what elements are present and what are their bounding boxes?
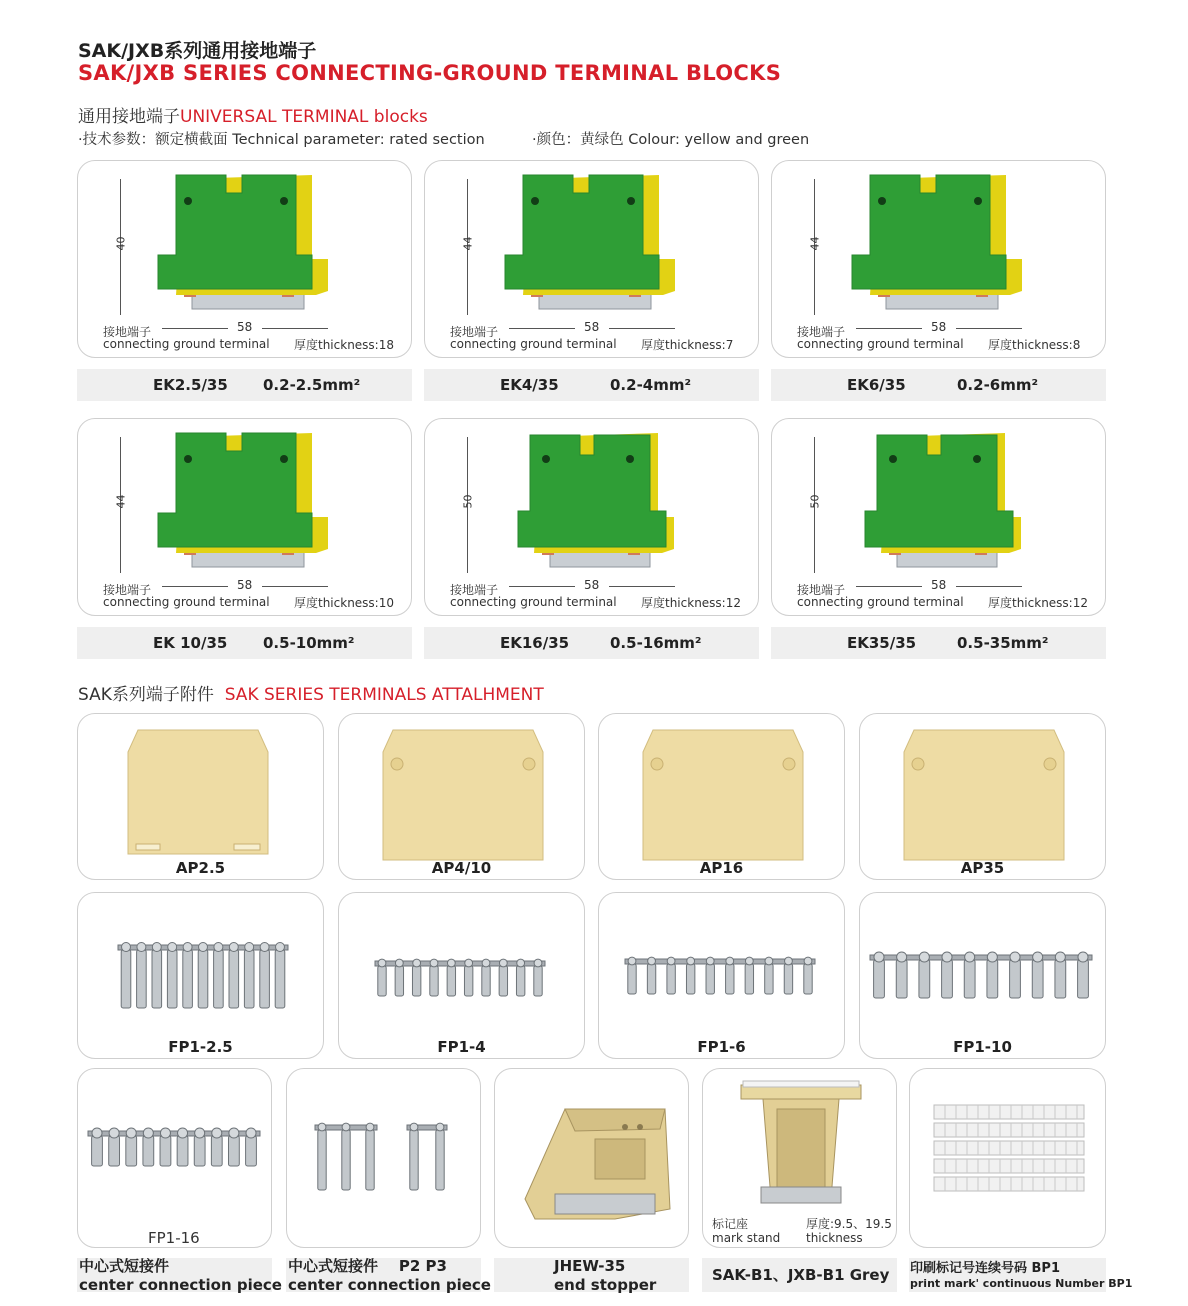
- tech-parameter: ·技术参数：额定横截面 Technical parameter: rated section: [78, 132, 485, 148]
- terminal-spec-bar: [424, 369, 759, 401]
- plate-slot: [234, 844, 260, 850]
- height-dimension: 40: [114, 236, 128, 251]
- jumper-pin: [447, 966, 455, 996]
- section1-title-cn: 通用接地端子: [78, 107, 180, 127]
- jumper-pin: [896, 960, 907, 998]
- end-plate-image: [339, 714, 586, 881]
- jumper-screw: [109, 1128, 119, 1138]
- jumper-pin: [229, 950, 239, 1008]
- jumper-pin: [246, 1136, 257, 1166]
- caption-5-l2: print mark' continuous Number BP1: [910, 1277, 1133, 1290]
- jumper-pin: [177, 1136, 188, 1166]
- jumper-screw: [499, 959, 507, 967]
- jumper-label: FP1-4: [437, 1038, 486, 1056]
- end-plate-image: [860, 714, 1107, 881]
- jumper-screw: [919, 952, 929, 962]
- jumper-pin: [667, 964, 675, 994]
- end-plate-image: [599, 714, 846, 881]
- end-plate: [643, 730, 803, 860]
- jumper-screw: [160, 1128, 170, 1138]
- dimension-line-left: [162, 328, 228, 329]
- caption-2-en: center connection piece: [288, 1276, 491, 1294]
- terminal-label-en: connecting ground terminal: [450, 337, 617, 351]
- jumper-pin: [412, 966, 420, 996]
- terminal-card: [424, 418, 759, 616]
- jumper-pin: [499, 966, 507, 996]
- screw-hole: [973, 455, 981, 463]
- terminal-thickness: 厚度thickness:7: [641, 338, 734, 352]
- section1-title-en: UNIVERSAL TERMINAL blocks: [180, 107, 428, 127]
- jumper-screw: [366, 1123, 374, 1131]
- screw-hole: [280, 197, 288, 205]
- jumper-pin: [987, 960, 998, 998]
- end-stopper-card: [494, 1068, 689, 1248]
- dimension-line-left: [509, 328, 575, 329]
- jumper-screw: [229, 1128, 239, 1138]
- jumper-screw: [482, 959, 490, 967]
- end-plate-card: [598, 713, 845, 880]
- caption-5-l1: 印刷标记号连续号码 BP1: [910, 1261, 1061, 1276]
- jumper-screw: [1033, 952, 1043, 962]
- end-plate-label: AP2.5: [175, 859, 226, 877]
- end-plate: [383, 730, 543, 860]
- end-plate: [128, 730, 268, 854]
- terminal-label-cn: 接地端子: [797, 325, 846, 339]
- plate-peg: [1044, 758, 1056, 770]
- jumper-pin: [436, 1130, 444, 1190]
- jumper-pin: [160, 1136, 171, 1166]
- jumper-screw: [168, 943, 177, 952]
- terminal-label-cn: 接地端子: [450, 583, 499, 597]
- terminal-spec-bar: [77, 369, 412, 401]
- plate-peg: [783, 758, 795, 770]
- jumper-pin: [1055, 960, 1066, 998]
- jumper-screw: [246, 1128, 256, 1138]
- jumper-pin: [167, 950, 177, 1008]
- jumper-screw: [965, 952, 975, 962]
- dimension-line-left: [856, 328, 922, 329]
- terminal-label-en: connecting ground terminal: [797, 337, 964, 351]
- jumper-pin: [198, 950, 208, 1008]
- terminal-range: 0.5-16mm²: [610, 634, 702, 652]
- screw-hole: [626, 455, 634, 463]
- jumper-screw: [342, 1123, 350, 1131]
- plate-slot: [136, 844, 160, 850]
- terminal-label-en: connecting ground terminal: [103, 337, 270, 351]
- jumper-label: FP1-2.5: [168, 1038, 233, 1056]
- jumper-pin: [92, 1136, 103, 1166]
- width-dimension: 58: [584, 578, 600, 592]
- jumper-screw: [126, 1128, 136, 1138]
- terminal-model: EK 10/35: [153, 634, 228, 652]
- jumper-pin: [228, 1136, 239, 1166]
- terminal-spec-bar: [771, 627, 1106, 659]
- jumper-pin: [534, 966, 542, 996]
- terminal-model: EK16/35: [500, 634, 570, 652]
- section2-title: [78, 680, 544, 705]
- terminal-thickness: 厚度thickness:10: [294, 596, 394, 610]
- dimension-line-right: [609, 328, 675, 329]
- terminal-label-cn: 接地端子: [797, 583, 846, 597]
- jumper-card: [77, 892, 324, 1059]
- jumper-screw: [378, 959, 386, 967]
- mark-stand-en: mark stand: [712, 1231, 781, 1245]
- jumper-screw: [152, 943, 161, 952]
- jumper-screw: [183, 943, 192, 952]
- end-plate-image: [78, 714, 325, 881]
- height-dimension: 44: [461, 236, 475, 251]
- screw-hole: [184, 455, 192, 463]
- terminal-range: 0.2-2.5mm²: [263, 376, 361, 394]
- dimension-line-right: [262, 586, 328, 587]
- jumper-pin: [430, 966, 438, 996]
- terminal-label-en: connecting ground terminal: [103, 595, 270, 609]
- jumper-screw: [212, 1128, 222, 1138]
- terminal-label-en: connecting ground terminal: [797, 595, 964, 609]
- jumper-pin: [1078, 960, 1089, 998]
- end-plate-label: AP4/10: [431, 859, 492, 877]
- mark-stand-cn: 标记座: [712, 1217, 749, 1231]
- jumper-pin: [183, 950, 193, 1008]
- jumper-pin: [942, 960, 953, 998]
- jumper-pin: [964, 960, 975, 998]
- end-plate: [904, 730, 1064, 860]
- mark-stand-thick-en: thickness: [806, 1231, 863, 1245]
- jumper-label: FP1-6: [697, 1038, 746, 1056]
- jumper-screw: [260, 943, 269, 952]
- jumper-pin: [745, 964, 753, 994]
- jumper-pin: [784, 964, 792, 994]
- screw-hole: [889, 455, 897, 463]
- jumper-screw: [785, 957, 793, 965]
- width-dimension: 58: [237, 320, 253, 334]
- end-plate-card: [338, 713, 585, 880]
- jumper-card: [338, 892, 585, 1059]
- plate-peg: [523, 758, 535, 770]
- jumper-pin: [194, 1136, 205, 1166]
- mark-stand-card: [702, 1068, 897, 1248]
- jumper-pin: [318, 1130, 326, 1190]
- jumper-image: [339, 893, 586, 1060]
- width-dimension: 58: [931, 578, 947, 592]
- screw-hole: [184, 197, 192, 205]
- page-title-en: SAK/JXB SERIES CONNECTING-GROUND TERMINAL BLOCKS: [78, 61, 782, 85]
- terminal-range: 0.5-35mm²: [957, 634, 1049, 652]
- jumper-image: [78, 893, 325, 1060]
- caption-center-connection-p2p3: [288, 1257, 491, 1295]
- terminal-label-cn: 接地端子: [103, 583, 152, 597]
- page-title-cn: SAK/JXB系列通用接地端子: [78, 40, 317, 62]
- section2-title-en: SAK SERIES TERMINALS ATTALHMENT: [224, 685, 544, 705]
- jumper-pin: [1032, 960, 1043, 998]
- jumper-screw: [987, 952, 997, 962]
- jumper-pin: [275, 950, 285, 1008]
- screw-hole: [280, 455, 288, 463]
- jumper-pin: [152, 950, 162, 1008]
- jumper-pin: [121, 950, 131, 1008]
- terminal-label-cn: 接地端子: [450, 325, 499, 339]
- terminal-model: EK4/35: [500, 376, 559, 394]
- height-dimension: 50: [808, 494, 822, 509]
- jumper-pin: [686, 964, 694, 994]
- jumper-pin: [260, 950, 270, 1008]
- jumper-pin: [874, 960, 885, 998]
- jumper-screw: [874, 952, 884, 962]
- jumper-screw: [648, 957, 656, 965]
- terminal-thickness: 厚度thickness:12: [641, 596, 741, 610]
- jumper-pin: [647, 964, 655, 994]
- jumper-screw: [726, 957, 734, 965]
- screw-hole: [878, 197, 886, 205]
- jumper-pin: [464, 966, 472, 996]
- jumper-pin: [804, 964, 812, 994]
- jumper-screw: [276, 943, 285, 952]
- jumper-pin: [126, 1136, 137, 1166]
- jumper-screw: [318, 1123, 326, 1131]
- terminal-spec-bar: [77, 627, 412, 659]
- terminal-spec-bar: [771, 369, 1106, 401]
- jumper-screw: [178, 1128, 188, 1138]
- jumper-pin: [214, 950, 224, 1008]
- caption-mark-stand: SAK-B1、JXB-B1 Grey: [712, 1266, 890, 1284]
- caption-end-stopper: [554, 1257, 656, 1295]
- mark-stand-thick-cn: 厚度:9.5、19.5: [806, 1217, 892, 1231]
- screw-hole: [542, 455, 550, 463]
- terminal-card: [77, 160, 412, 358]
- terminal-label-en: connecting ground terminal: [450, 595, 617, 609]
- jumper-card: [598, 892, 845, 1059]
- jumper-pin: [919, 960, 930, 998]
- jumper-screw: [942, 952, 952, 962]
- jumper-screw: [628, 957, 636, 965]
- jumper-pin: [1010, 960, 1021, 998]
- jumper-pin: [410, 1130, 418, 1190]
- jumper-screw: [447, 959, 455, 967]
- height-dimension: 44: [114, 494, 128, 509]
- jumper-label: FP1-10: [953, 1038, 1012, 1056]
- end-stopper-image: [495, 1069, 688, 1247]
- end-plate-label: AP35: [960, 859, 1005, 877]
- jumper-screw: [229, 943, 238, 952]
- screw-hole: [627, 197, 635, 205]
- end-plate-label: AP16: [699, 859, 744, 877]
- center-connection-card: [286, 1068, 481, 1248]
- jumper-screw: [765, 957, 773, 965]
- jumper-image: [599, 893, 846, 1060]
- jumper-image: [860, 893, 1107, 1060]
- dimension-line-left: [509, 586, 575, 587]
- jumper-screw: [687, 957, 695, 965]
- jumper-screw: [143, 1128, 153, 1138]
- terminal-model: EK6/35: [847, 376, 906, 394]
- jumper-screw: [1055, 952, 1065, 962]
- jumper-pin: [109, 1136, 120, 1166]
- caption-center-connection: [79, 1257, 282, 1295]
- jumper-screw: [804, 957, 812, 965]
- jumper-pin: [628, 964, 636, 994]
- jumper-screw: [214, 943, 223, 952]
- dimension-line-right: [609, 586, 675, 587]
- jumper-screw: [122, 943, 131, 952]
- terminal-card: [771, 160, 1106, 358]
- jumper-screw: [199, 943, 208, 952]
- jumper-pin: [137, 950, 147, 1008]
- terminal-thickness: 厚度thickness:8: [988, 338, 1081, 352]
- terminal-range: 0.5-10mm²: [263, 634, 355, 652]
- mark-stand-thickness: [806, 1217, 892, 1245]
- caption-1-cn: 中心式短接件: [79, 1257, 170, 1275]
- colour-parameter: ·颜色：黄绿色 Colour: yellow and green: [532, 132, 810, 148]
- jumper-screw: [245, 943, 254, 952]
- jumper-pin: [244, 950, 254, 1008]
- jumper-pin: [395, 966, 403, 996]
- fp1-16-jumper-image: [78, 1069, 271, 1247]
- plate-peg: [391, 758, 403, 770]
- caption-3-l1: JHEW-35: [554, 1257, 626, 1275]
- jumper-screw: [92, 1128, 102, 1138]
- screw-hole: [531, 197, 539, 205]
- caption-1-en: center connection piece: [79, 1276, 282, 1294]
- jumper-screw: [465, 959, 473, 967]
- jumper-screw: [413, 959, 421, 967]
- width-dimension: 58: [584, 320, 600, 334]
- jumper-screw: [517, 959, 525, 967]
- jumper-screw: [1078, 952, 1088, 962]
- jumper-pin: [706, 964, 714, 994]
- terminal-range: 0.2-6mm²: [957, 376, 1039, 394]
- terminal-card: [424, 160, 759, 358]
- jumper-screw: [897, 952, 907, 962]
- height-dimension: 44: [808, 236, 822, 251]
- section2-title-cn: SAK系列端子附件: [78, 685, 214, 705]
- dimension-line-left: [856, 586, 922, 587]
- jumper-card: [859, 892, 1106, 1059]
- jumper-screw: [1010, 952, 1020, 962]
- jumper-pin: [378, 966, 386, 996]
- jumper-screw: [430, 959, 438, 967]
- jumper-pin: [516, 966, 524, 996]
- dimension-line-right: [262, 328, 328, 329]
- dimension-line-right: [956, 586, 1022, 587]
- caption-3-l2: end stopper: [554, 1276, 657, 1294]
- dimension-line-right: [956, 328, 1022, 329]
- terminal-label-cn: 接地端子: [103, 325, 152, 339]
- terminal-card: [77, 418, 412, 616]
- caption-print-mark: [910, 1261, 1132, 1291]
- jumper-screw: [667, 957, 675, 965]
- jumper-pin: [211, 1136, 222, 1166]
- terminal-thickness: 厚度thickness:12: [988, 596, 1088, 610]
- end-plate-card: [859, 713, 1106, 880]
- screw-hole: [974, 197, 982, 205]
- jumper-pin: [366, 1130, 374, 1190]
- fp1-16-label: FP1-16: [148, 1229, 200, 1247]
- jumper-screw: [410, 1123, 418, 1131]
- end-plate-card: [77, 713, 324, 880]
- jumper-screw: [395, 959, 403, 967]
- print-mark-card: [909, 1068, 1106, 1248]
- terminal-range: 0.2-4mm²: [610, 376, 692, 394]
- jumper-pin: [482, 966, 490, 996]
- jumper-screw: [195, 1128, 205, 1138]
- terminal-model: EK2.5/35: [153, 376, 228, 394]
- section1-title: [78, 102, 428, 127]
- jumper-pin: [765, 964, 773, 994]
- terminal-model: EK35/35: [847, 634, 917, 652]
- plate-peg: [651, 758, 663, 770]
- width-dimension: 58: [931, 320, 947, 334]
- jumper-pin: [342, 1130, 350, 1190]
- center-connection-image: [287, 1069, 480, 1247]
- mark-stand-label: [712, 1217, 780, 1245]
- terminal-card: [771, 418, 1106, 616]
- caption-2-cn: 中心式短接件: [288, 1257, 379, 1275]
- width-dimension: 58: [237, 578, 253, 592]
- fp1-16-card: [77, 1068, 272, 1248]
- jumper-pin: [726, 964, 734, 994]
- dimension-line-left: [162, 586, 228, 587]
- caption-2-suffix: P2 P3: [398, 1257, 447, 1275]
- print-mark-image: [910, 1069, 1105, 1247]
- jumper-pin: [143, 1136, 154, 1166]
- jumper-screw: [137, 943, 146, 952]
- terminal-thickness: 厚度thickness:18: [294, 338, 394, 352]
- height-dimension: 50: [461, 494, 475, 509]
- jumper-screw: [706, 957, 714, 965]
- jumper-screw: [534, 959, 542, 967]
- terminal-spec-bar: [424, 627, 759, 659]
- jumper-screw: [436, 1123, 444, 1131]
- jumper-screw: [745, 957, 753, 965]
- plate-peg: [912, 758, 924, 770]
